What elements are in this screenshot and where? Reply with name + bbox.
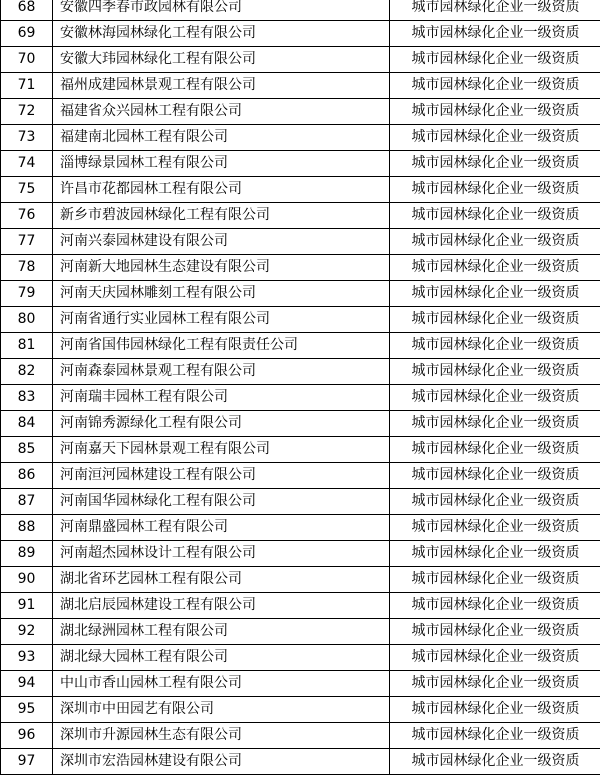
- table-row: [1, 723, 600, 749]
- company-name-cell: 新乡市碧波园林绿化工程有限公司: [53, 203, 390, 229]
- qualification-level-cell: 城市园林绿化企业一级资质: [390, 177, 600, 203]
- qualification-level-cell: 城市园林绿化企业一级资质: [390, 697, 600, 723]
- company-name-cell: 福建南北园林工程有限公司: [53, 125, 390, 151]
- row-number-cell: 69: [1, 21, 53, 47]
- company-name-cell: 河南瑞丰园林工程有限公司: [53, 385, 390, 411]
- qualification-level-cell: 城市园林绿化企业一级资质: [390, 21, 600, 47]
- table-row: [1, 151, 600, 177]
- row-number-cell: 81: [1, 333, 53, 359]
- company-name-cell: 福建省众兴园林工程有限公司: [53, 99, 390, 125]
- company-name-cell: 河南洹河园林建设工程有限公司: [53, 463, 390, 489]
- row-number-cell: 83: [1, 385, 53, 411]
- qualification-level-cell: 城市园林绿化企业一级资质: [390, 255, 600, 281]
- table-row: [1, 177, 600, 203]
- qualification-level-cell: 城市园林绿化企业一级资质: [390, 203, 600, 229]
- table-row: [1, 385, 600, 411]
- qualification-level-cell: 城市园林绿化企业一级资质: [390, 489, 600, 515]
- company-name-cell: 湖北启辰园林建设工程有限公司: [53, 593, 390, 619]
- qualification-level-cell: 城市园林绿化企业一级资质: [390, 749, 600, 775]
- row-number-cell: 71: [1, 73, 53, 99]
- row-number-cell: 76: [1, 203, 53, 229]
- table-row: [1, 463, 600, 489]
- table-row: [1, 333, 600, 359]
- row-number-cell: 70: [1, 47, 53, 73]
- row-number-cell: 88: [1, 515, 53, 541]
- company-name-cell: 河南超杰园林设计工程有限公司: [53, 541, 390, 567]
- qualification-level-cell: 城市园林绿化企业一级资质: [390, 281, 600, 307]
- row-number-cell: 74: [1, 151, 53, 177]
- table-row: [1, 489, 600, 515]
- row-number-cell: 86: [1, 463, 53, 489]
- table-row: [1, 359, 600, 385]
- qualification-level-cell: 城市园林绿化企业一级资质: [390, 541, 600, 567]
- company-name-cell: 淄博绿景园林工程有限公司: [53, 151, 390, 177]
- row-number-cell: 72: [1, 99, 53, 125]
- company-name-cell: 河南嘉天下园林景观工程有限公司: [53, 437, 390, 463]
- company-name-cell: 湖北绿大园林工程有限公司: [53, 645, 390, 671]
- qualification-level-cell: 城市园林绿化企业一级资质: [390, 99, 600, 125]
- table-body: [1, 0, 600, 775]
- table-row: [1, 567, 600, 593]
- table-row: [1, 515, 600, 541]
- qualification-level-cell: 城市园林绿化企业一级资质: [390, 515, 600, 541]
- qualification-level-cell: 城市园林绿化企业一级资质: [390, 307, 600, 333]
- company-name-cell: 河南锦秀源绿化工程有限公司: [53, 411, 390, 437]
- qualification-level-cell: 城市园林绿化企业一级资质: [390, 385, 600, 411]
- qualification-level-cell: 城市园林绿化企业一级资质: [390, 359, 600, 385]
- company-name-cell: 河南省国伟园林绿化工程有限责任公司: [53, 333, 390, 359]
- qualification-level-cell: 城市园林绿化企业一级资质: [390, 151, 600, 177]
- table-row: [1, 749, 600, 775]
- row-number-cell: 93: [1, 645, 53, 671]
- row-number-cell: 68: [1, 0, 53, 21]
- table-row: [1, 593, 600, 619]
- company-name-cell: 河南森泰园林景观工程有限公司: [53, 359, 390, 385]
- company-name-cell: 河南新大地园林生态建设有限公司: [53, 255, 390, 281]
- row-number-cell: 92: [1, 619, 53, 645]
- qualification-level-cell: 城市园林绿化企业一级资质: [390, 619, 600, 645]
- table-row: [1, 411, 600, 437]
- company-name-cell: 深圳市宏浩园林建设有限公司: [53, 749, 390, 775]
- company-name-cell: 中山市香山园林工程有限公司: [53, 671, 390, 697]
- table-row: [1, 697, 600, 723]
- company-name-cell: 河南兴泰园林建设有限公司: [53, 229, 390, 255]
- company-name-cell: 河南国华园林绿化工程有限公司: [53, 489, 390, 515]
- row-number-cell: 75: [1, 177, 53, 203]
- table-row: [1, 307, 600, 333]
- row-number-cell: 90: [1, 567, 53, 593]
- table-row: [1, 229, 600, 255]
- row-number-cell: 82: [1, 359, 53, 385]
- row-number-cell: 91: [1, 593, 53, 619]
- row-number-cell: 78: [1, 255, 53, 281]
- qualification-level-cell: 城市园林绿化企业一级资质: [390, 229, 600, 255]
- company-name-cell: 安徽四季春市政园林有限公司: [53, 0, 390, 21]
- company-name-cell: 安徽大玮园林绿化工程有限公司: [53, 47, 390, 73]
- qualification-level-cell: 城市园林绿化企业一级资质: [390, 645, 600, 671]
- table-row: [1, 21, 600, 47]
- company-name-cell: 深圳市升源园林生态有限公司: [53, 723, 390, 749]
- qualification-level-cell: 城市园林绿化企业一级资质: [390, 463, 600, 489]
- qualification-level-cell: 城市园林绿化企业一级资质: [390, 47, 600, 73]
- row-number-cell: 87: [1, 489, 53, 515]
- qualification-level-cell: 城市园林绿化企业一级资质: [390, 671, 600, 697]
- row-number-cell: 85: [1, 437, 53, 463]
- table-row: [1, 541, 600, 567]
- company-name-cell: 深圳市中田园艺有限公司: [53, 697, 390, 723]
- qualification-level-cell: 城市园林绿化企业一级资质: [390, 723, 600, 749]
- table-row: [1, 645, 600, 671]
- company-name-cell: 河南省通行实业园林工程有限公司: [53, 307, 390, 333]
- qualification-level-cell: 城市园林绿化企业一级资质: [390, 411, 600, 437]
- row-number-cell: 84: [1, 411, 53, 437]
- table-row: [1, 281, 600, 307]
- row-number-cell: 77: [1, 229, 53, 255]
- table-row: [1, 619, 600, 645]
- row-number-cell: 80: [1, 307, 53, 333]
- row-number-cell: 94: [1, 671, 53, 697]
- row-number-cell: 79: [1, 281, 53, 307]
- company-name-cell: 河南鼎盛园林工程有限公司: [53, 515, 390, 541]
- row-number-cell: 96: [1, 723, 53, 749]
- qualification-level-cell: 城市园林绿化企业一级资质: [390, 593, 600, 619]
- table-row: [1, 47, 600, 73]
- company-name-cell: 福州成建园林景观工程有限公司: [53, 73, 390, 99]
- company-name-cell: 湖北省环艺园林工程有限公司: [53, 567, 390, 593]
- qualification-level-cell: 城市园林绿化企业一级资质: [390, 333, 600, 359]
- table-row: [1, 125, 600, 151]
- table-row: [1, 73, 600, 99]
- qualification-level-cell: 城市园林绿化企业一级资质: [390, 73, 600, 99]
- company-name-cell: 许昌市花都园林工程有限公司: [53, 177, 390, 203]
- company-name-cell: 河南天庆园林雕刻工程有限公司: [53, 281, 390, 307]
- row-number-cell: 89: [1, 541, 53, 567]
- table-row: [1, 437, 600, 463]
- table-row: [1, 671, 600, 697]
- qualification-level-cell: 城市园林绿化企业一级资质: [390, 0, 600, 21]
- qualification-level-cell: 城市园林绿化企业一级资质: [390, 567, 600, 593]
- table-row: [1, 0, 600, 21]
- table-row: [1, 255, 600, 281]
- row-number-cell: 97: [1, 749, 53, 775]
- company-name-cell: 安徽林海园林绿化工程有限公司: [53, 21, 390, 47]
- row-number-cell: 73: [1, 125, 53, 151]
- qualification-level-cell: 城市园林绿化企业一级资质: [390, 437, 600, 463]
- table-row: [1, 203, 600, 229]
- table-row: [1, 99, 600, 125]
- row-number-cell: 95: [1, 697, 53, 723]
- company-name-cell: 湖北绿洲园林工程有限公司: [53, 619, 390, 645]
- qualification-level-cell: 城市园林绿化企业一级资质: [390, 125, 600, 151]
